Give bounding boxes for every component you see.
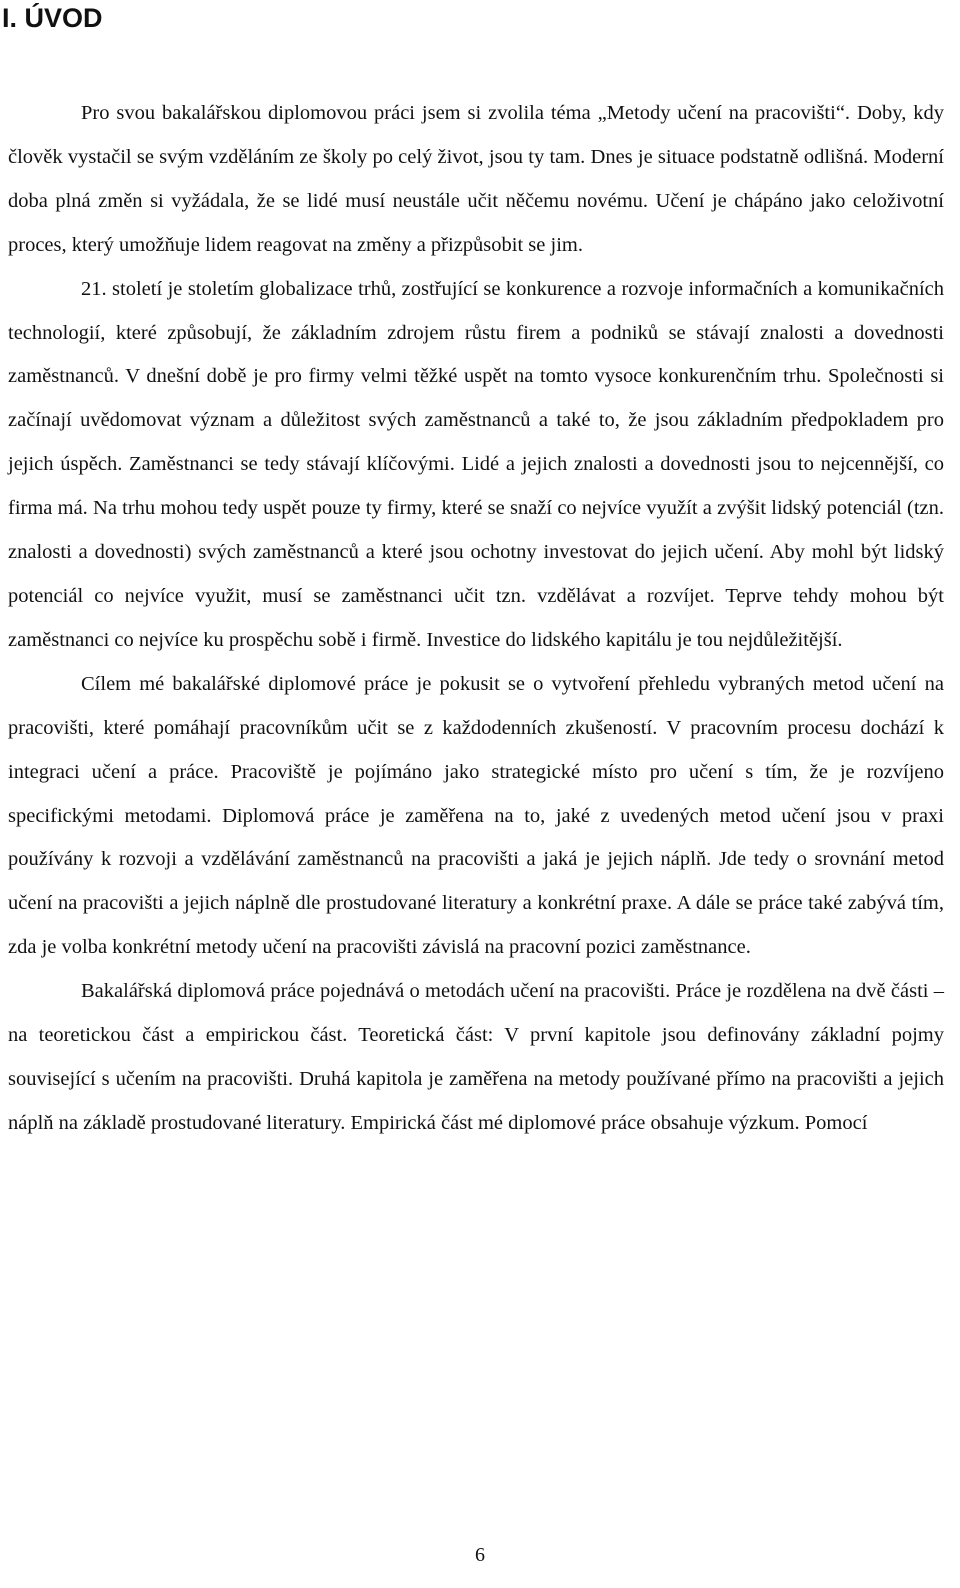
paragraph-intro: Pro svou bakalářskou diplomovou práci jsem si zvolila téma „Metody učení na pracovišti“. Doby, kdy člověk vystačil se svým vzděláním ze školy po celý život, jsou ty tam. Dnes je situace podstatně odlišná. Moderní doba plná změn si vyžádala, že se lidé musí neustále učit něčemu novému. Učení je chápáno jako celoživotní proces, který umožňuje lidem reagovat na změny a přizpůsobit se jim.: [8, 102, 944, 256]
body-text: [8, 92, 944, 1146]
chapter-heading: I. ÚVOD: [2, 3, 103, 33]
paragraph-globalization: 21. století je stoletím globalizace trhů, zostřující se konkurence a rozvoje informačních a komunikačních technologií, které způsobují, že základním zdrojem růstu firem a podniků se stávají znalosti a dovednosti zaměstnanců. V dnešní době je pro firmy velmi těžké uspět na tomto vysoce konkurenčním trhu. Společnosti si začínají uvědomovat význam a důležitost svých zaměstnanců a také to, že jsou základním předpokladem pro jejich úspěch. Zaměstnanci se tedy stávají klíčovými. Lidé a jejich znalosti a dovednosti jsou to nejcennější, co firma má. Na trhu mohou tedy uspět pouze ty firmy, které se snaží co nejvíce využít a zvýšit lidský potenciál (tzn. znalosti a dovednosti) svých zaměstnanců a které jsou ochotny investovat do jejich učení. Aby mohl být lidský potenciál co nejvíce využit, musí se zaměstnanci učit tzn. vzdělávat a rozvíjet. Teprve tehdy mohou být zaměstnanci co nejvíce ku prospěchu sobě i firmě. Investice do lidského kapitálu je tou nejdůležitější.: [8, 277, 944, 651]
page-number: 6: [475, 1544, 485, 1566]
paragraph-goal: Cílem mé bakalářské diplomové práce je pokusit se o vytvoření přehledu vybraných metod učení na pracovišti, které pomáhají pracovníkům učit se z každodenních zkušeností. V pracovním procesu dochází k integraci učení a práce. Pracoviště je pojímáno jako strategické místo pro učení s tím, že je rozvíjeno specifickými metodami. Diplomová práce je zaměřena na to, jaké z uvedených metod učení jsou v praxi používány k rozvoji a vzdělávání zaměstnanců na pracovišti a jaká je jejich náplň. Jde tedy o srovnání metod učení na pracovišti a jejich náplně dle prostudované literatury a konkrétní praxe. A dále se práce také zabývá tím, zda je volba konkrétní metody učení na pracovišti závislá na pracovní pozici zaměstnance.: [8, 672, 944, 959]
paragraph-structure: Bakalářská diplomová práce pojednává o metodách učení na pracovišti. Práce je rozdělena na dvě části – na teoretickou část a empirickou část. Teoretická část: V první kapitole jsou definovány základní pojmy související s učením na pracovišti. Druhá kapitola je zaměřena na metody používané přímo na pracovišti a jejich náplň na základě prostudované literatury. Empirická část mé diplomové práce obsahuje výzkum. Pomocí: [8, 980, 944, 1134]
